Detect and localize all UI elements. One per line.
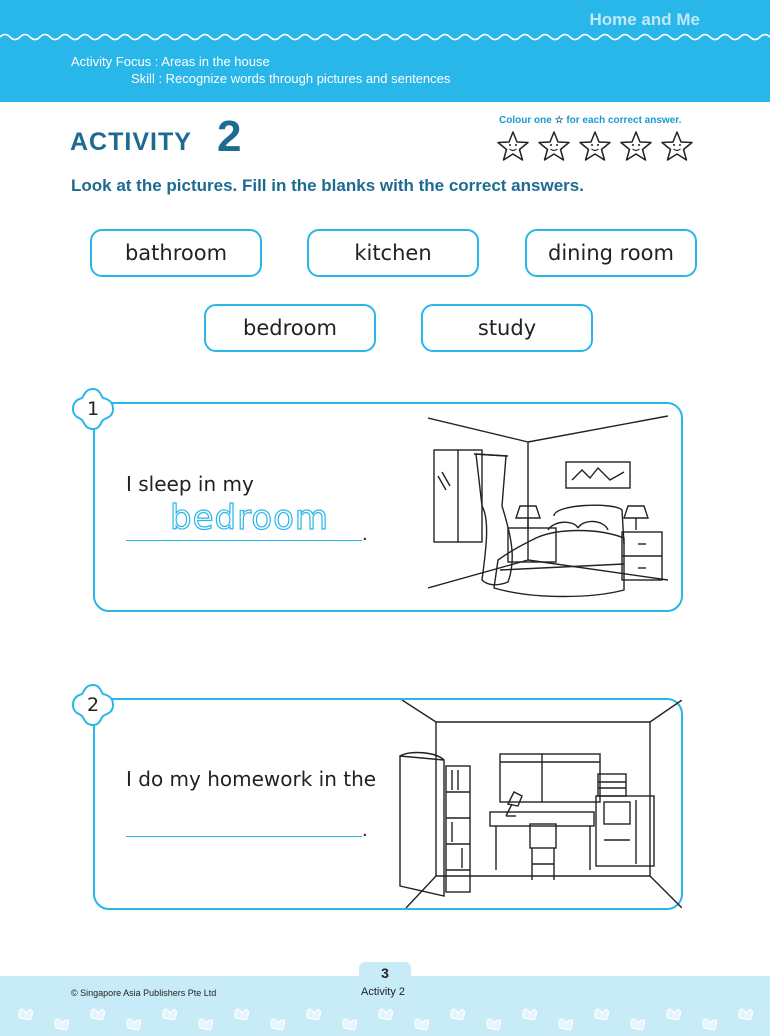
question-1-answer: bedroom <box>170 498 330 538</box>
question-2-period: . <box>362 820 368 841</box>
word-option-bedroom: bedroom <box>204 304 376 352</box>
word-option-kitchen: kitchen <box>307 229 479 277</box>
copyright-text: © Singapore Asia Publishers Pte Ltd <box>71 988 217 998</box>
stars-caption <box>499 115 681 126</box>
study-illustration <box>396 700 682 908</box>
question-2-badge <box>70 682 116 728</box>
activity-focus: Activity Focus : Areas in the house <box>71 54 270 69</box>
question-1-period: . <box>362 524 368 545</box>
footer-band <box>0 976 770 1036</box>
stars-caption-after: for each correct answer. <box>566 115 682 126</box>
question-1-badge <box>70 386 116 432</box>
question-2-text: I do my homework in the <box>126 767 377 791</box>
score-stars <box>496 130 694 162</box>
question-1-text: I sleep in my <box>126 472 254 496</box>
footer-activity-label: Activity 2 <box>361 986 406 998</box>
star-icon[interactable] <box>537 130 571 162</box>
activity-number: 2 <box>217 112 242 161</box>
instruction-text: Look at the pictures. Fill in the blanks with the correct answers. <box>71 176 584 195</box>
star-icon[interactable] <box>496 130 530 162</box>
star-icon[interactable] <box>619 130 653 162</box>
question-1-blank[interactable] <box>126 540 362 541</box>
stars-caption-before: Colour one <box>499 115 552 126</box>
word-option-study: study <box>421 304 593 352</box>
question-2-number: 2 <box>86 694 100 716</box>
bedroom-illustration <box>428 410 668 602</box>
small-star-icon: ☆ <box>554 115 564 126</box>
footer-pattern-icon <box>0 1000 770 1036</box>
question-2-blank[interactable] <box>126 836 362 837</box>
unit-title: Home and Me <box>589 10 700 29</box>
skill-line: Skill : Recognize words through pictures and sentences <box>131 71 451 86</box>
page-number: 3 <box>359 962 411 984</box>
star-icon[interactable] <box>578 130 612 162</box>
word-option-dining-room: dining room <box>525 229 697 277</box>
activity-label: ACTIVITY <box>70 128 192 156</box>
question-1-number: 1 <box>86 398 100 420</box>
word-option-bathroom: bathroom <box>90 229 262 277</box>
header-banner <box>0 0 770 102</box>
wave-divider <box>0 32 770 42</box>
star-icon[interactable] <box>660 130 694 162</box>
